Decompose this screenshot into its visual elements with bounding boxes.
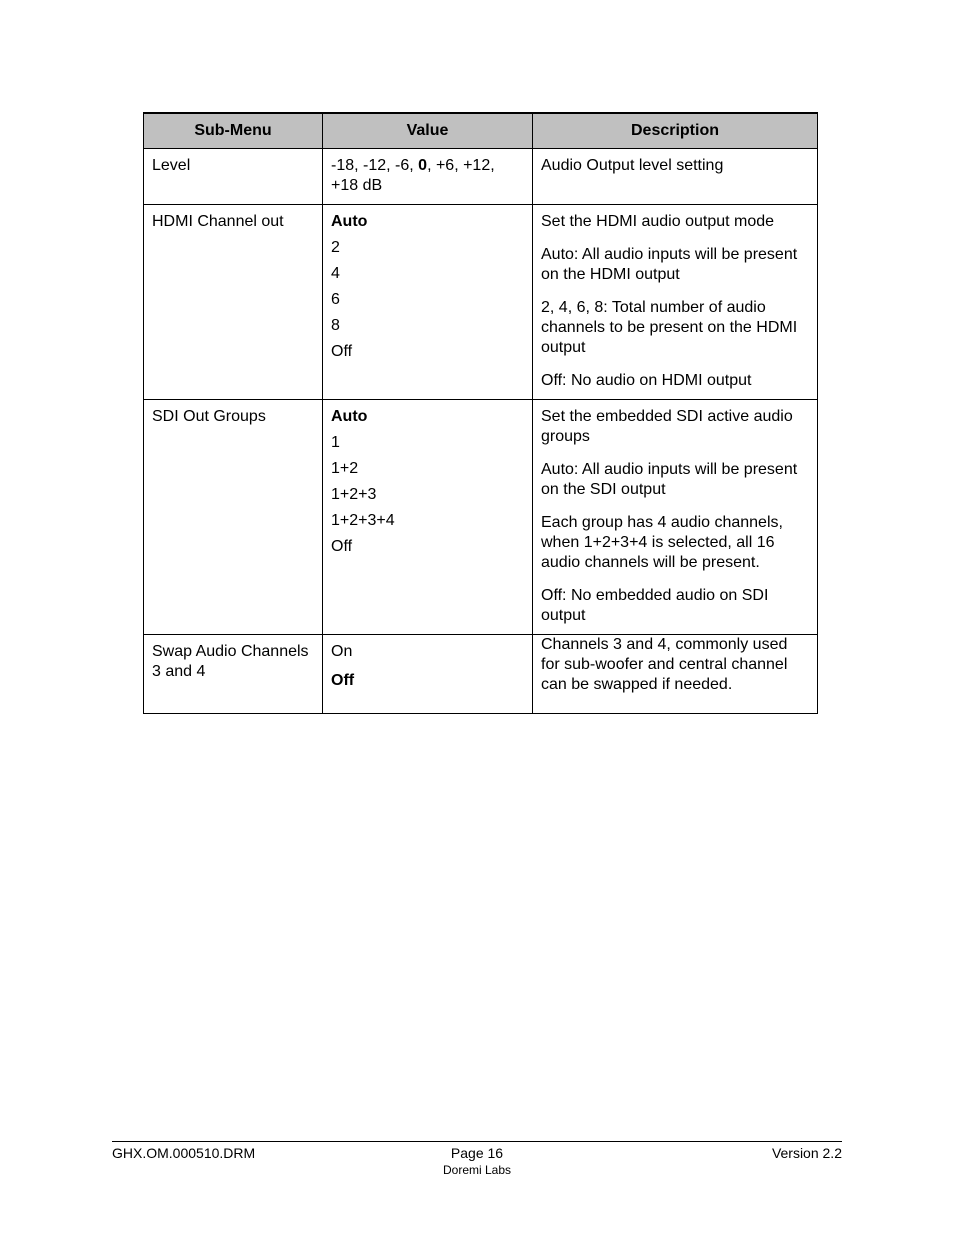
- footer-doc-id: GHX.OM.000510.DRM: [112, 1145, 256, 1161]
- value-text: , +6, +12, +18 dB: [331, 157, 495, 194]
- footer-page-number: Page 16: [450, 1145, 504, 1161]
- value-cell: [323, 635, 533, 714]
- audio-settings-table: [143, 112, 818, 714]
- submenu-cell: Level: [144, 149, 323, 205]
- header-value: Value: [323, 113, 533, 149]
- value-option-default: Auto: [331, 213, 368, 230]
- value-option-default: Auto: [331, 408, 368, 425]
- value-text: -18, -12, -6,: [331, 157, 419, 174]
- value-option: 2: [331, 239, 340, 256]
- description-cell: [533, 635, 818, 714]
- value-cell: [323, 149, 533, 205]
- description-text: Set the embedded SDI active audio groups: [541, 408, 793, 445]
- value-option: Off: [331, 343, 353, 360]
- description-text: Channels 3 and 4, commonly used for sub-woofer and central channel can be swapped if needed.: [541, 636, 788, 693]
- description-text: Audio Output level setting: [541, 157, 724, 174]
- description-cell: [533, 205, 818, 400]
- description-text: Auto: All audio inputs will be present on the HDMI output: [541, 246, 798, 283]
- footer-divider: [112, 1141, 842, 1142]
- table-row: [144, 400, 818, 635]
- description-cell: [533, 400, 818, 635]
- footer-company: Doremi Labs: [442, 1163, 512, 1177]
- description-text: Each group has 4 audio channels, when 1+2+3+4 is selected, all 16 audio channels will be present.: [541, 514, 783, 571]
- description-text: Auto: All audio inputs will be present on the SDI output: [541, 461, 798, 498]
- table-row: [144, 149, 818, 205]
- submenu-cell: Swap Audio Channels 3 and 4: [144, 635, 323, 714]
- value-option: On: [331, 643, 353, 660]
- description-text: 2, 4, 6, 8: Total number of audio channels to be present on the HDMI output: [541, 299, 798, 356]
- header-description: Description: [533, 113, 818, 149]
- table-row: [144, 205, 818, 400]
- value-option: 8: [331, 317, 340, 334]
- value-option: 1+2: [331, 460, 359, 477]
- header-submenu: Sub-Menu: [144, 113, 323, 149]
- value-option: 1: [331, 434, 340, 451]
- value-option: 1+2+3: [331, 486, 377, 503]
- description-cell: [533, 149, 818, 205]
- value-default: 0: [418, 157, 428, 174]
- value-option-default: Off: [331, 672, 355, 689]
- value-option: 6: [331, 291, 340, 308]
- value-option: Off: [331, 538, 353, 555]
- value-option: 4: [331, 265, 340, 282]
- description-text: Off: No embedded audio on SDI output: [541, 587, 769, 624]
- table-row: [144, 635, 818, 714]
- submenu-cell: HDMI Channel out: [144, 205, 323, 400]
- footer-version: Version 2.2: [771, 1145, 842, 1161]
- submenu-cell: SDI Out Groups: [144, 400, 323, 635]
- description-text: Set the HDMI audio output mode: [541, 213, 775, 230]
- description-text: Off: No audio on HDMI output: [541, 372, 752, 389]
- table-header-row: [144, 113, 818, 149]
- value-cell: [323, 400, 533, 635]
- value-option: 1+2+3+4: [331, 512, 395, 529]
- value-cell: [323, 205, 533, 400]
